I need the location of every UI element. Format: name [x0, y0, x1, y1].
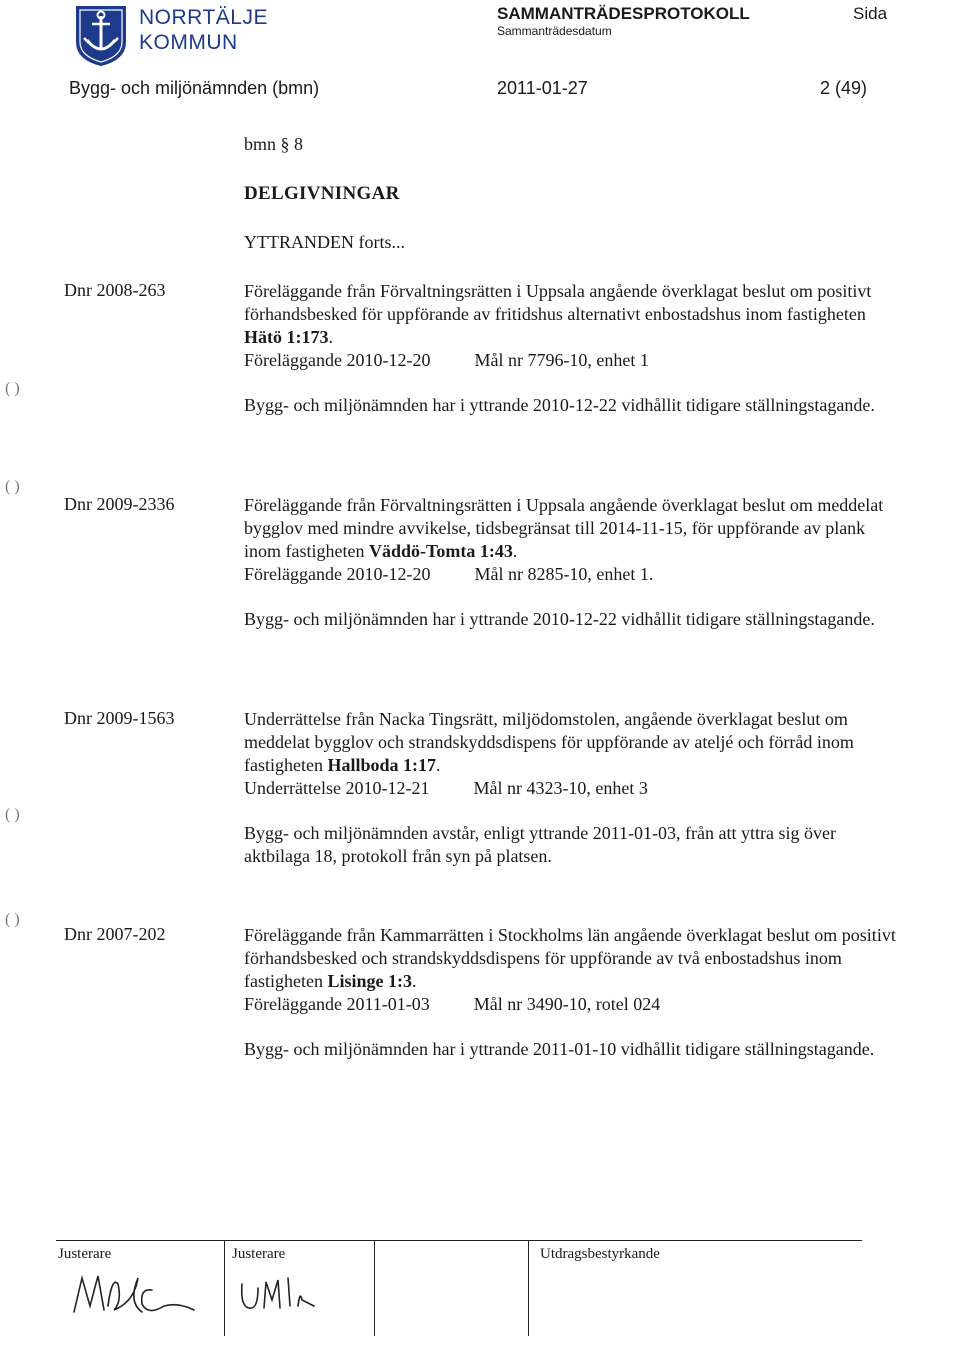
- section-heading: DELGIVNINGAR: [244, 183, 400, 204]
- signature-rule: [56, 1240, 862, 1241]
- page-number: 2 (49): [820, 78, 868, 98]
- section-subheading: YTTRANDEN forts...: [244, 232, 405, 252]
- list-item: Föreläggande från Förvaltningsrätten i Uppsala angående överklagat beslut om positivt förhandsbesked för uppförande av fritidshus alternativt enbostadshus inom fastigheten Hätö 1:173. Föreläggande 2010-12-20 Mål nr 7796-10, enhet 1 Bygg- och miljönämnden har i yttrande 2010-12-22 vidhållit tidigare ställningstagande.: [244, 280, 904, 417]
- list-item: Föreläggande från Kammarrätten i Stockholms län angående överklagat beslut om positivt förhandsbesked och strandskyddsdispens för uppförande av två enbostadshus inom fastigheten Lisinge 1:3. Föreläggande 2011-01-03 Mål nr 3490-10, rotel 024 Bygg- och miljönämnden har i yttrande 2011-01-10 vidhållit tidigare ställningstagande.: [244, 924, 904, 1061]
- item-description: Föreläggande från Kammarrätten i Stockholms län angående överklagat beslut om positivt förhandsbesked och strandskyddsdispens för uppförande av två enbostadshus inom fastigheten: [244, 925, 896, 991]
- signature-initials-1: [68, 1262, 208, 1327]
- extract-certification-label: Utdragsbestyrkande: [540, 1246, 660, 1262]
- meeting-date-label: Sammanträdesdatum: [497, 24, 612, 38]
- item-description: Underrättelse från Nacka Tingsrätt, miljödomstolen, angående överklagat beslut om meddelat bygglov och strandskyddsdispens för uppförande av ateljé och förråd inom fastigheten: [244, 709, 854, 775]
- page-label: Sida: [853, 4, 888, 23]
- list-item: Föreläggande från Förvaltningsrätten i Uppsala angående överklagat beslut om meddelat bygglov med mindre avvikelse, tidsbegränsat till 2014-11-15, för uppförande av plank inom fastigheten Väddö-Tomta 1:43. Föreläggande 2010-12-20 Mål nr 8285-10, enhet 1. Bygg- och miljönämnden har i yttrande 2010-12-22 vidhållit tidigare ställningstagande.: [244, 494, 904, 631]
- item-decision: Bygg- och miljönämnden har i yttrande 2010-12-22 vidhållit tidigare ställningstagande.: [244, 609, 875, 629]
- item-decision: Bygg- och miljönämnden avstår, enligt yttrande 2011-01-03, från att yttra sig över aktbilaga 18, protokoll från syn på platsen.: [244, 823, 836, 866]
- paragraph-number: bmn § 8: [244, 134, 304, 154]
- case-number: Mål nr 8285-10, enhet 1.: [474, 564, 654, 584]
- item-decision: Bygg- och miljönämnden har i yttrande 2011-01-10 vidhållit tidigare ställningstagande.: [244, 1039, 875, 1059]
- property-name: Hätö 1:173: [244, 327, 329, 347]
- committee-name: Bygg- och miljönämnden (bmn): [69, 78, 320, 98]
- org-name-line1: NORRTÄLJE: [139, 6, 268, 29]
- case-number: Mål nr 3490-10, rotel 024: [473, 994, 661, 1014]
- reference-date: Föreläggande 2011-01-03: [244, 994, 430, 1014]
- org-name-line2: KOMMUN: [139, 31, 238, 54]
- reference-date: Underrättelse 2010-12-21: [244, 778, 430, 798]
- margin-mark: ( ): [5, 911, 20, 928]
- signature-divider: [224, 1240, 225, 1336]
- signature-initials-2: [236, 1270, 326, 1325]
- item-decision: Bygg- och miljönämnden har i yttrande 2010-12-22 vidhållit tidigare ställningstagande.: [244, 395, 875, 415]
- margin-mark: ( ): [5, 806, 20, 823]
- item-dnr: Dnr 2009-2336: [64, 494, 175, 514]
- item-dnr: Dnr 2008-263: [64, 280, 166, 300]
- item-dnr: Dnr 2007-202: [64, 924, 166, 944]
- document-type: SAMMANTRÄDESPROTOKOLL: [497, 4, 750, 23]
- item-dnr: Dnr 2009-1563: [64, 708, 175, 728]
- reference-date: Föreläggande 2010-12-20: [244, 564, 431, 584]
- case-number: Mål nr 7796-10, enhet 1: [474, 350, 649, 370]
- signature-divider: [374, 1240, 375, 1336]
- item-description: Föreläggande från Förvaltningsrätten i Uppsala angående överklagat beslut om meddelat bygglov med mindre avvikelse, tidsbegränsat till 2014-11-15, för uppförande av plank inom fastigheten: [244, 495, 884, 561]
- margin-mark: ( ): [5, 380, 20, 397]
- list-item: Underrättelse från Nacka Tingsrätt, miljödomstolen, angående överklagat beslut om meddelat bygglov och strandskyddsdispens för uppförande av ateljé och förråd inom fastigheten Hallboda 1:17. Underrättelse 2010-12-21 Mål nr 4323-10, enhet 3 Bygg- och miljönämnden avstår, enligt yttrande 2011-01-03, från att yttra sig över aktbilaga 18, protokoll från syn på platsen.: [244, 708, 904, 868]
- property-name: Hallboda 1:17: [327, 755, 437, 775]
- item-description: Föreläggande från Förvaltningsrätten i Uppsala angående överklagat beslut om positivt förhandsbesked för uppförande av fritidshus alternativt enbostadshus inom fastigheten: [244, 281, 872, 324]
- reference-date: Föreläggande 2010-12-20: [244, 350, 431, 370]
- case-number: Mål nr 4323-10, enhet 3: [473, 778, 648, 798]
- margin-mark: ( ): [5, 478, 20, 495]
- signer-label-1: Justerare: [58, 1246, 112, 1262]
- signer-label-2: Justerare: [232, 1246, 286, 1262]
- property-name: Lisinge 1:3: [327, 971, 412, 991]
- meeting-date: 2011-01-27: [497, 78, 588, 98]
- municipality-logo: [72, 2, 130, 68]
- signature-divider: [528, 1240, 529, 1336]
- property-name: Väddö-Tomta 1:43: [368, 541, 513, 561]
